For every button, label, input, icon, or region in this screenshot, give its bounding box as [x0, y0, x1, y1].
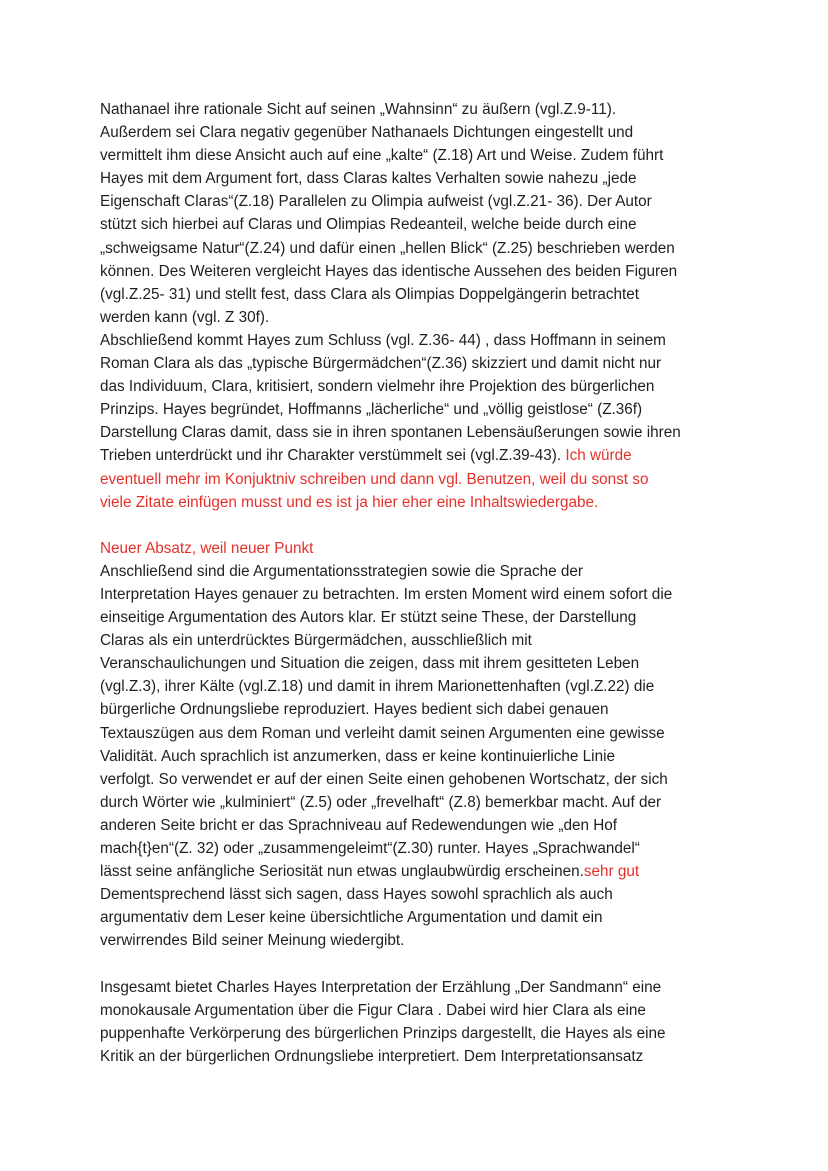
- body-text: Eigenschaft Claras“(Z.18) Parallelen zu Olimpia aufweist (vgl.Z.21- 36). Der Autor: [100, 193, 652, 211]
- body-text: Darstellung Claras damit, dass sie in ihren spontanen Lebensäußerungen sowie ihren: [100, 424, 681, 442]
- text-line: [100, 375, 750, 398]
- text-line: [100, 883, 750, 906]
- body-text: Kritik an der bürgerlichen Ordnungsliebe interpretiert. Dem Interpretationsansatz: [100, 1047, 644, 1065]
- text-line: [100, 652, 750, 675]
- body-text: durch Wörter wie „kulminiert“ (Z.5) oder „frevelhaft“ (Z.8) bemerkbar macht. Auf der: [100, 793, 662, 811]
- body-text: einseitige Argumentation des Autors klar. Er stützt seine These, der Darstellung: [100, 609, 637, 627]
- paragraph: [100, 98, 750, 514]
- text-line: [100, 260, 750, 283]
- document-body: [100, 98, 750, 1068]
- body-text: können. Des Weiteren vergleicht Hayes das identische Aussehen des beiden Figuren: [100, 262, 678, 280]
- body-text: (vgl.Z.25- 31) und stellt fest, dass Clara als Olimpias Doppelgängerin betrachtet: [100, 285, 640, 303]
- paragraph-gap: [100, 514, 750, 537]
- body-text: bürgerliche Ordnungsliebe reproduziert. Hayes bedient sich dabei genauen: [100, 701, 609, 719]
- text-line: [100, 745, 750, 768]
- teacher-comment: viele Zitate einfügen musst und es ist ja hier eher eine Inhaltswiedergabe.: [100, 493, 599, 511]
- body-text: vermittelt ihm diese Ansicht auch auf eine „kalte“ (Z.18) Art und Weise. Zudem führt: [100, 147, 664, 165]
- text-line: [100, 444, 750, 467]
- body-text: Validität. Auch sprachlich ist anzumerken, dass er keine kontinuierliche Linie: [100, 747, 615, 765]
- body-text: Prinzips. Hayes begründet, Hoffmanns „lächerliche“ und „völlig geistlose“ (Z.36f): [100, 401, 643, 419]
- text-line: [100, 560, 750, 583]
- text-line: [100, 698, 750, 721]
- text-line: [100, 976, 750, 999]
- text-line: [100, 329, 750, 352]
- body-text: verwirrendes Bild seiner Meinung wiedergibt.: [100, 932, 405, 950]
- body-text: puppenhafte Verkörperung des bürgerlichen Prinzips dargestellt, die Hayes als eine: [100, 1024, 666, 1042]
- text-line: [100, 999, 750, 1022]
- text-line: [100, 675, 750, 698]
- teacher-comment: Ich würde: [565, 447, 632, 465]
- body-text: das Individuum, Clara, kritisiert, sondern vielmehr ihre Projektion des bürgerlichen: [100, 378, 655, 396]
- body-text: „schweigsame Natur“(Z.24) und dafür einen „hellen Blick“ (Z.25) beschrieben werden: [100, 239, 675, 257]
- text-line: [100, 98, 750, 121]
- text-line: [100, 537, 750, 560]
- text-line: [100, 768, 750, 791]
- body-text: stützt sich hierbei auf Claras und Olimpias Redeanteil, welche beide durch eine: [100, 216, 637, 234]
- body-text: monokausale Argumentation über die Figur Clara . Dabei wird hier Clara als eine: [100, 1001, 646, 1019]
- text-line: [100, 283, 750, 306]
- text-line: [100, 606, 750, 629]
- text-line: [100, 306, 750, 329]
- body-text: verfolgt. So verwendet er auf der einen Seite einen gehobenen Wortschatz, der sich: [100, 770, 668, 788]
- text-line: [100, 237, 750, 260]
- text-line: [100, 121, 750, 144]
- body-text: argumentativ dem Leser keine übersichtliche Argumentation und damit ein: [100, 909, 603, 927]
- text-line: [100, 837, 750, 860]
- teacher-comment: Neuer Absatz, weil neuer Punkt: [100, 539, 314, 557]
- body-text: Abschließend kommt Hayes zum Schluss (vgl. Z.36- 44) , dass Hoffmann in seinem: [100, 331, 666, 349]
- paragraph: [100, 537, 750, 953]
- body-text: Anschließend sind die Argumentationsstrategien sowie die Sprache der: [100, 562, 583, 580]
- teacher-comment: sehr gut: [583, 863, 640, 881]
- text-line: [100, 468, 750, 491]
- body-text: lässt seine anfängliche Seriosität nun etwas unglaubwürdig erscheinen.: [100, 863, 584, 881]
- body-text: mach{t}en“(Z. 32) oder „zusammengeleimt“(Z.30) runter. Hayes „Sprachwandel“: [100, 840, 640, 857]
- text-line: [100, 352, 750, 375]
- text-line: [100, 906, 750, 929]
- text-line: [100, 144, 750, 167]
- text-line: [100, 791, 750, 814]
- body-text: Trieben unterdrückt und ihr Charakter verstümmelt sei (vgl.Z.39-43).: [100, 447, 566, 465]
- text-line: [100, 1045, 750, 1068]
- text-line: [100, 421, 750, 444]
- body-text: anderen Seite bricht er das Sprachniveau auf Redewendungen wie „den Hof: [100, 816, 618, 834]
- text-line: [100, 860, 750, 883]
- paragraph-gap: [100, 952, 750, 975]
- body-text: Interpretation Hayes genauer zu betrachten. Im ersten Moment wird einem sofort die: [100, 585, 673, 603]
- text-line: [100, 722, 750, 745]
- text-line: [100, 929, 750, 952]
- body-text: Dementsprechend lässt sich sagen, dass Hayes sowohl sprachlich als auch: [100, 886, 613, 904]
- text-line: [100, 491, 750, 514]
- text-line: [100, 629, 750, 652]
- text-line: [100, 167, 750, 190]
- body-text: Außerdem sei Clara negativ gegenüber Nathanaels Dichtungen eingestellt und: [100, 124, 634, 142]
- teacher-comment: eventuell mehr im Konjuktniv schreiben und dann vgl. Benutzen, weil du sonst so: [100, 470, 649, 488]
- body-text: Textauszügen aus dem Roman und verleiht damit seinen Argumenten eine gewisse: [100, 724, 665, 742]
- body-text: Claras als ein unterdrücktes Bürgermädchen, ausschließlich mit: [100, 632, 532, 650]
- text-line: [100, 1022, 750, 1045]
- text-line: [100, 213, 750, 236]
- text-line: [100, 814, 750, 837]
- body-text: Hayes mit dem Argument fort, dass Claras kaltes Verhalten sowie nahezu „jede: [100, 170, 637, 188]
- body-text: Roman Clara als das „typische Bürgermädchen“(Z.36) skizziert und damit nicht nur: [100, 355, 662, 373]
- paragraph: [100, 976, 750, 1068]
- body-text: Veranschaulichungen und Situation die zeigen, dass mit ihrem gesitteten Leben: [100, 655, 640, 673]
- text-line: [100, 583, 750, 606]
- body-text: werden kann (vgl. Z 30f).: [100, 308, 270, 326]
- body-text: (vgl.Z.3), ihrer Kälte (vgl.Z.18) und damit in ihrem Marionettenhaften (vgl.Z.22) die: [100, 678, 655, 696]
- body-text: Nathanael ihre rationale Sicht auf seinen „Wahnsinn“ zu äußern (vgl.Z.9-11).: [100, 101, 617, 118]
- text-line: [100, 398, 750, 421]
- body-text: Insgesamt bietet Charles Hayes Interpretation der Erzählung „Der Sandmann“ eine: [100, 978, 662, 996]
- text-line: [100, 190, 750, 213]
